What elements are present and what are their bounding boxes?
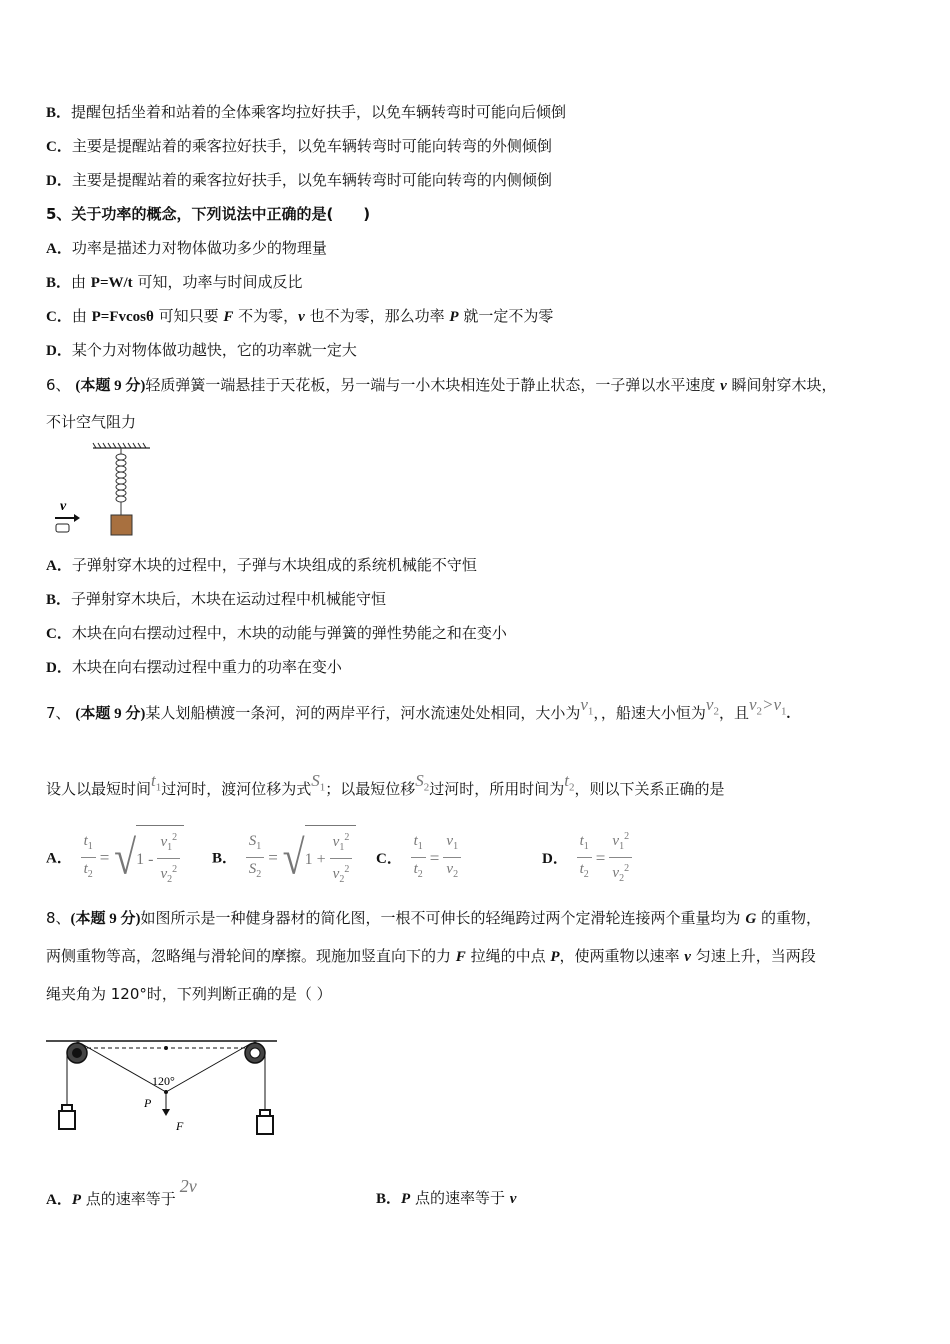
option-label: C． xyxy=(46,139,72,155)
text: 两侧重物等高，忽略绳与滑轮间的摩擦。现施加竖直向下的力 xyxy=(46,947,456,965)
q5-stem: 5、关于功率的概念，下列说法中正确的是( ) xyxy=(46,205,371,223)
var-g: G xyxy=(745,911,757,927)
q7-option-b xyxy=(212,825,376,891)
text: ，使两重物以速率 xyxy=(559,947,685,965)
option-text: 木块在向右摆动过程中重力的功率在变小 xyxy=(71,658,342,676)
text: 匀速上升，当两段 xyxy=(690,947,816,965)
text: 轻质弹簧一端悬挂于天花板，另一端与一小木块相连处于静止状态，一子弹以水平速度 xyxy=(145,376,721,394)
option-text: 提醒包括坐着和站着的全体乘客均拉好扶手，以免车辆转弯时可能向后倾倒 xyxy=(71,103,567,121)
q8-stem-2 xyxy=(46,946,816,967)
option-label: B． xyxy=(212,850,238,867)
option-text: 点的速率等于 xyxy=(81,1190,176,1208)
q6-stem-cont: 不计空气阻力 xyxy=(46,413,137,431)
sqrt: √ 1 + $\frac{v_1^2}{v_2^2}$ xyxy=(283,825,357,891)
var-t1: $t_1$ xyxy=(151,771,162,794)
text: 由 xyxy=(71,307,92,325)
q-number: 6、 xyxy=(46,376,71,394)
formula: 2v xyxy=(179,1176,197,1196)
text: ，，船速大小恒为 xyxy=(593,704,706,722)
var-p: P xyxy=(449,309,459,325)
point-p-label: P xyxy=(144,1096,152,1110)
q-score: (本题 9 分) xyxy=(75,706,146,722)
option-text: 某个力对物体做功越快，它的功率就一定大 xyxy=(71,341,357,359)
option-text: 功率是描述力对物体做功多少的物理量 xyxy=(71,239,327,257)
var-p: P xyxy=(550,949,560,965)
fraction: $\frac{t_1}{t_2}$ xyxy=(577,831,592,886)
q-score: (本题 9 分) xyxy=(75,378,146,394)
q-number: 8、 xyxy=(46,909,71,927)
text: 的重物， xyxy=(756,909,821,927)
q7-stem-cont xyxy=(46,771,725,805)
q7-option-d xyxy=(542,827,636,890)
var-v1: $v_1$ xyxy=(773,695,787,718)
gt-sign: > xyxy=(762,695,774,714)
q8-stem xyxy=(46,908,821,929)
option-text: 可知，功率与时间成反比 xyxy=(132,273,303,291)
text: ；以最短位移 xyxy=(325,780,416,798)
formula: P=W/t xyxy=(90,275,133,291)
var-f: F xyxy=(223,309,234,325)
var-s2: $S_2$ xyxy=(415,771,430,794)
option-label: D． xyxy=(542,850,568,867)
text: 某人划船横渡一条河，河的两岸平行，河水流速处处相同，大小为 xyxy=(145,704,581,722)
bullet-icon xyxy=(56,524,69,532)
text: 瞬间射穿木块， xyxy=(726,376,837,394)
q7-stem xyxy=(46,695,791,729)
q4-option-d xyxy=(46,170,552,191)
fraction: $\frac{v_1}{v_2}$ xyxy=(443,831,461,886)
option-label: C． xyxy=(46,626,72,642)
q8-stem-3: 绳夹角为 120°时，下列判断正确的是（ ） xyxy=(46,985,332,1003)
text: 设人以最短时间 xyxy=(46,780,152,798)
q6-option-c xyxy=(46,623,507,644)
text: 拉绳的中点 xyxy=(465,947,551,965)
text: 就一定不为零 xyxy=(458,307,554,325)
option-label: A． xyxy=(46,241,72,257)
option-label: A． xyxy=(46,1192,72,1208)
option-text: 子弹射穿木块后，木块在运动过程中机械能守恒 xyxy=(71,590,387,608)
text: ，则以下关系正确的是 xyxy=(574,780,725,798)
option-label: C． xyxy=(46,309,72,325)
option-text: 主要是提醒站着的乘客拉好扶手，以免车辆转弯时可能向转弯的内侧倾倒 xyxy=(71,171,552,189)
fraction: $\frac{t_1}{t_2}$ xyxy=(81,831,96,886)
text: 也不为零，那么功率 xyxy=(304,307,450,325)
equals: = xyxy=(595,848,606,867)
text: 过河时，所用时间为 xyxy=(429,780,565,798)
var-v1: $v_1$ xyxy=(580,695,594,718)
text: 由 xyxy=(71,273,91,291)
text: ，且 xyxy=(718,704,749,722)
equals: = xyxy=(268,848,278,867)
left-weight-icon xyxy=(59,1105,75,1129)
q4-option-c xyxy=(46,136,552,157)
text: 不为零， xyxy=(233,307,299,325)
q7-option-a xyxy=(46,825,212,891)
var-f: F xyxy=(455,949,466,965)
q7-option-c xyxy=(376,831,542,886)
wood-block xyxy=(111,515,132,535)
text: 如图所示是一种健身器材的简化图，一根不可伸长的轻绳跨过两个定滑轮连接两个重量均为 xyxy=(140,909,746,927)
q7-options xyxy=(46,830,636,886)
option-label: C． xyxy=(376,850,402,867)
text: 可知只要 xyxy=(153,307,224,325)
var-v: v xyxy=(720,378,727,394)
fraction: $\frac{t_1}{t_2}$ xyxy=(411,831,426,886)
option-label: B． xyxy=(46,592,72,608)
q-number: 7、 xyxy=(46,704,71,722)
option-label: D． xyxy=(46,660,72,676)
var-p: P xyxy=(71,1192,82,1208)
option-label: A． xyxy=(46,850,72,867)
option-label: D． xyxy=(46,173,72,189)
option-text: 点的速率等于 xyxy=(410,1189,510,1207)
formula: P=Fvcosθ xyxy=(91,309,154,325)
right-weight-icon xyxy=(257,1110,273,1134)
q5-option-d xyxy=(46,340,357,361)
sqrt: √ 1 - $\frac{v_1^2}{v_2^2}$ xyxy=(114,825,184,891)
angle-label: 120° xyxy=(152,1074,175,1088)
velocity-label: v xyxy=(60,499,67,514)
q5-option-b xyxy=(46,272,302,293)
equals: = xyxy=(99,848,110,867)
formula: v xyxy=(509,1191,517,1207)
equals: = xyxy=(429,848,440,867)
var-t2: $t_2$ xyxy=(564,771,575,794)
option-text: 木块在向右摆动过程中，木块的动能与弹簧的弹性势能之和在变小 xyxy=(71,624,507,642)
fraction: $\frac{v_1^2}{v_2^2}$ xyxy=(609,827,632,890)
var-v2: $v_2$ xyxy=(705,695,719,718)
q8-option-a xyxy=(46,1176,197,1210)
option-label: B． xyxy=(376,1191,402,1207)
q5-option-c xyxy=(46,306,553,327)
text: 过河时，渡河位移为式 xyxy=(161,780,312,798)
text: . xyxy=(786,706,791,722)
var-v2: $v_2$ xyxy=(748,695,763,718)
q6-option-a xyxy=(46,555,477,576)
option-label: A． xyxy=(46,558,72,574)
q6-option-b xyxy=(46,589,386,610)
spring-icon xyxy=(116,448,126,515)
q6-stem xyxy=(46,375,837,396)
var-s1: $S_1$ xyxy=(311,771,326,794)
q4-option-b xyxy=(46,102,566,123)
q5-option-a xyxy=(46,238,327,259)
var-v: v xyxy=(684,949,691,965)
pulley-figure xyxy=(44,1035,279,1140)
spring-block-figure xyxy=(50,440,160,540)
option-text: 子弹射穿木块的过程中，子弹与木块组成的系统机械能不守恒 xyxy=(71,556,477,574)
q-score: (本题 9 分) xyxy=(70,911,141,927)
q8-option-b xyxy=(376,1188,516,1209)
var-p: P xyxy=(401,1191,411,1207)
option-label: B． xyxy=(46,105,72,121)
force-f-label: F xyxy=(176,1119,184,1133)
fraction: $\frac{S_1}{S_2}$ xyxy=(246,831,265,886)
option-text: 主要是提醒站着的乘客拉好扶手，以免车辆转弯时可能向转弯的外侧倾倒 xyxy=(71,137,552,155)
option-label: B． xyxy=(46,275,72,291)
option-label: D． xyxy=(46,343,72,359)
q6-option-d xyxy=(46,657,342,678)
var-v: v xyxy=(298,309,305,325)
